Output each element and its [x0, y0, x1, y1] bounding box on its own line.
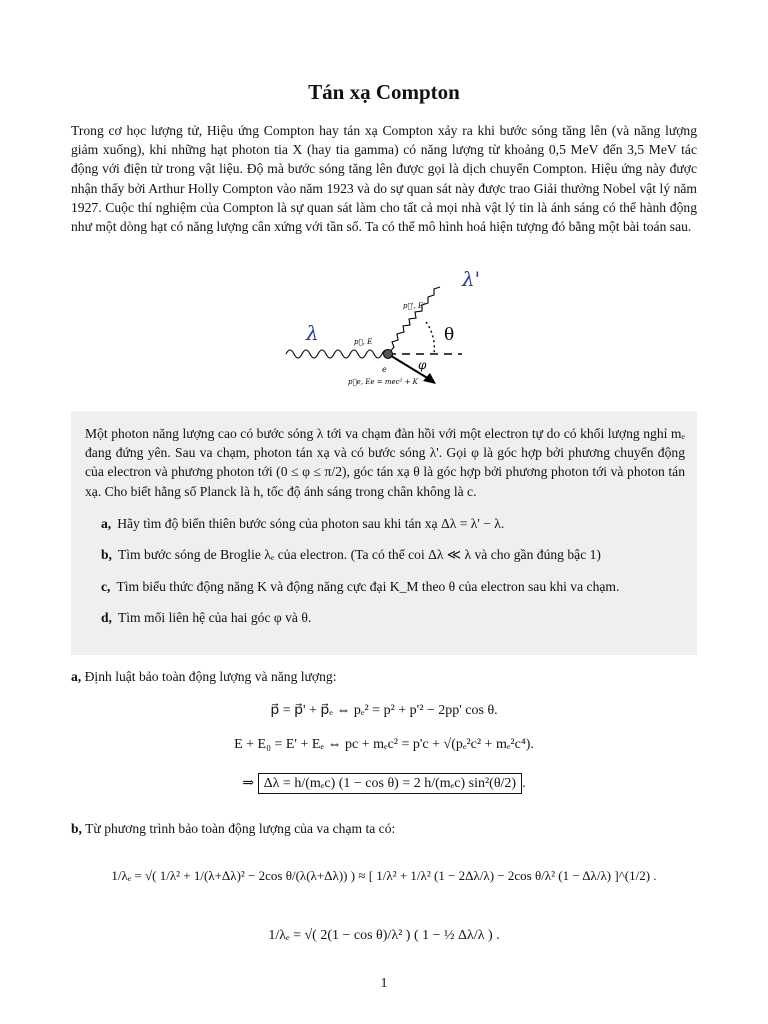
question-a-text: Hãy tìm độ biến thiên bước sóng của photon sau khi tán xạ Δλ = λ' − λ.: [117, 516, 505, 531]
problem-box: [71, 411, 697, 655]
theta-label: θ: [444, 325, 455, 345]
question-a-label: a,: [101, 516, 112, 531]
question-b-text: Tìm bước sóng de Broglie λₑ của electron. (Ta có thể coi Δλ ≪ λ và cho gần đúng bậc 1): [117, 547, 601, 562]
solution-a-heading: [71, 669, 336, 685]
solution-a-text: Định luật bảo toàn động lượng và năng lượng:: [84, 669, 337, 684]
electron-label: e: [382, 365, 387, 374]
incoming-photon-wave: [286, 350, 390, 358]
implies-arrow: ⇒: [242, 776, 255, 791]
question-a: [101, 514, 681, 533]
solution-b-heading: [71, 821, 395, 837]
electron-recoil-arrowhead: [423, 373, 436, 384]
question-b: [101, 545, 681, 564]
question-d: [101, 608, 681, 627]
lambda-in-label: λ: [306, 321, 319, 345]
electron-dot: [384, 350, 393, 359]
boxed-result-delta-lambda: Δλ = h/(mₑc) (1 − cos θ) = 2 h/(mₑc) sin²(θ/2): [258, 773, 522, 794]
solution-b-label: b,: [71, 821, 82, 836]
question-c: [101, 577, 681, 596]
question-b-label: b,: [101, 547, 112, 562]
outgoing-momentum-label: p⃗', E': [403, 302, 426, 310]
incoming-momentum-label: p⃗, E: [354, 338, 373, 346]
lambda-out-label: λ': [462, 267, 480, 291]
solution-a-label: a,: [71, 669, 82, 684]
question-d-label: d,: [101, 610, 112, 625]
theta-arc: [426, 322, 434, 354]
equation-momentum: p⃗ = p⃗' + p⃗ₑ ⇔ pₑ² = p² + p'² − 2pp' cos θ.: [270, 703, 498, 718]
equation-de-broglie-approx: 1/λₑ = √( 2(1 − cos θ)/λ² ) ( 1 − ½ Δλ/λ ) .: [268, 928, 500, 943]
problem-statement: Một photon năng lượng cao có bước sóng λ tới va chạm đàn hồi với một electron tự do có khối lượng nghỉ mₑ đang đứng yên. Sau va chạm, photon tán xạ và có bước sóng λ'. Gọi φ là góc hợp bởi phương chuyển động của electron và phương photon tới (0 ≤ φ ≤ π/2), góc tán xạ θ là góc hợp bởi phương photon tới và photon tán xạ. Cho biết hằng số Planck là h, tốc độ ánh sáng trong chân không là c.: [85, 426, 685, 499]
document-title: Tán xạ Compton: [308, 80, 460, 104]
equation-de-broglie-expansion: 1/λₑ = √( 1/λ² + 1/(λ+Δλ)² − 2cos θ/(λ(λ+Δλ)) ) ≈ [ 1/λ² + 1/λ² (1 − 2Δλ/λ) − 2cos θ/λ² (1 − Δλ/λ) ]^(1/2) .: [111, 868, 657, 883]
equation-energy: E + E₀ = E' + Eₑ ⇔ pc + mₑc² = p'c + √(pₑ²c² + mₑ²c⁴).: [234, 737, 534, 752]
question-c-text: Tìm biểu thức động năng K và động năng cực đại K_M theo θ của electron sau khi va chạm.: [116, 579, 620, 594]
compton-diagram: [284, 266, 480, 390]
question-c-label: c,: [101, 579, 111, 594]
electron-momentum-label: p⃗e, Ee = mec² + K: [348, 378, 418, 386]
scattered-photon-wave: [388, 287, 440, 354]
intro-paragraph: Trong cơ học lượng tử, Hiệu ứng Compton hay tán xạ Compton xảy ra khi bước sóng tăng lên (và năng lượng giảm xuống), khi những hạt photon tia X (hay tia gamma) có năng lượng từ khoảng 0,5 MeV đến 3,5 MeV tác động với điện tử trong vật liệu. Độ mà bước sóng tăng lên được gọi là dịch chuyển Compton. Hiệu ứng này được nhận thấy bởi Arthur Holly Compton vào năm 1923 và do sự quan sát này được trao Giải thưởng Nobel vật lý năm 1927. Cuộc thí nghiệm của Compton là sự quan sát làm cho tất cả mọi nhà vật lý tin là ánh sáng có thể hành động như một dòng hạt có năng lượng cân xứng với tần số. Ta có thể mô hình hoá hiện tượng đó bằng một bài toán sau.: [71, 123, 697, 235]
phi-label: φ: [418, 358, 427, 372]
equation-result-row: ⇒ Δλ = h/(mₑc) (1 − cos θ) = 2 h/(mₑc) sin²(θ/2) .: [0, 775, 768, 792]
question-d-text: Tìm mối liên hệ của hai góc φ và θ.: [117, 610, 312, 625]
solution-b-text: Từ phương trình bảo toàn động lượng của va chạm ta có:: [85, 821, 396, 836]
page-number: 1: [380, 976, 388, 991]
